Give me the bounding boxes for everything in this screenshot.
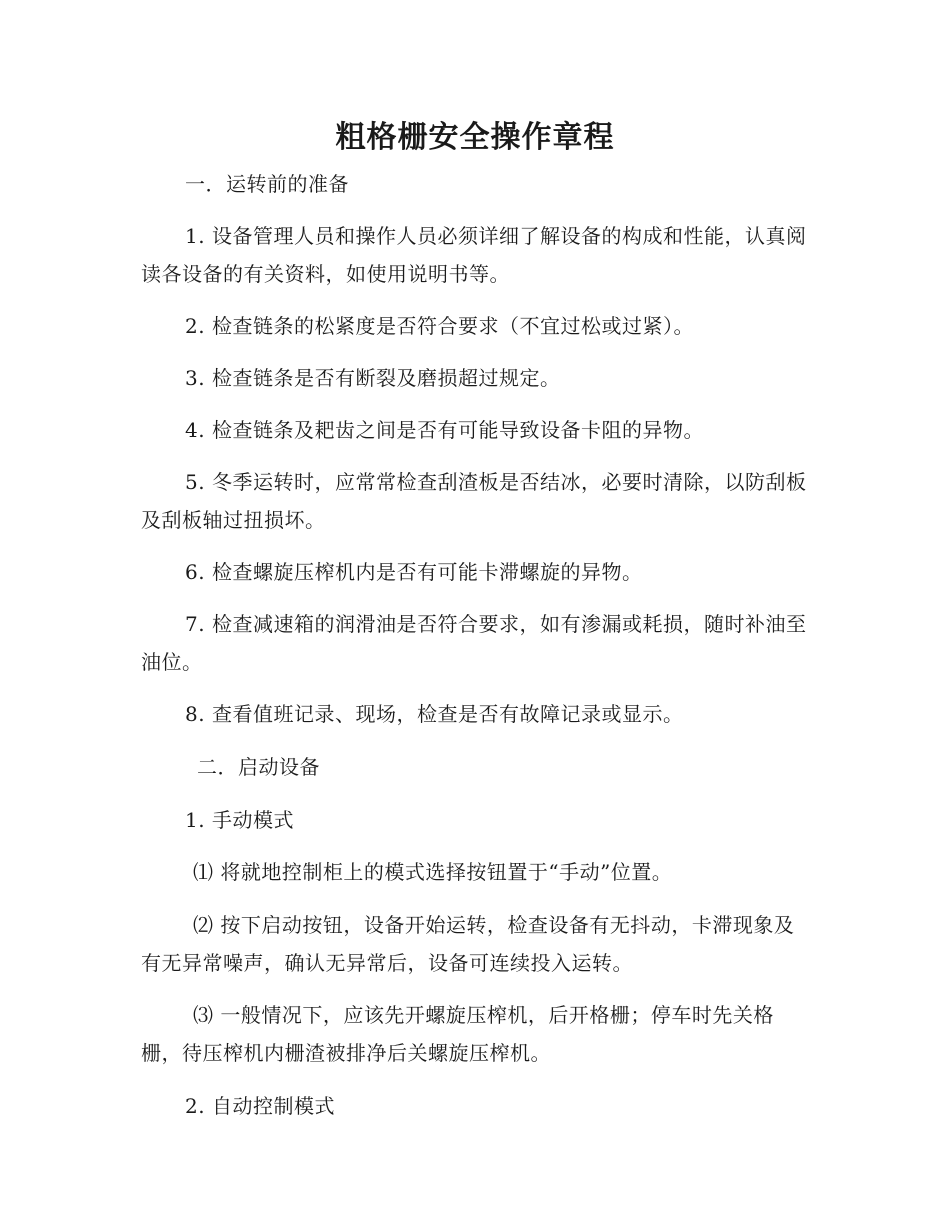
subheading-manual-mode: 1. 手动模式 xyxy=(185,808,294,832)
paragraph-item-7: 7. 检查减速箱的润滑油是否符合要求，如有渗漏或耗损，随时补油至油位。 xyxy=(141,612,807,674)
paragraph-manual-step-1: ⑴ 将就地控制柜上的模式选择按钮置于“手动”位置。 xyxy=(193,860,673,884)
paragraph-manual-step-3: ⑶ 一般情况下，应该先开螺旋压榨机，后开格栅；停车时先关格栅，待压榨机内栅渣被排净后关螺旋压榨机。 xyxy=(141,1003,774,1065)
section-heading-start: 二．启动设备 xyxy=(197,755,320,779)
paragraph-item-2: 2. 检查链条的松紧度是否符合要求（不宜过松或过紧）。 xyxy=(185,314,694,338)
paragraph-item-6: 6. 检查螺旋压榨机内是否有可能卡滞螺旋的异物。 xyxy=(185,560,643,584)
paragraph-item-8: 8. 查看值班记录、现场，检查是否有故障记录或显示。 xyxy=(185,702,684,726)
subheading-auto-mode: 2. 自动控制模式 xyxy=(185,1094,335,1118)
paragraph-item-3: 3. 检查链条是否有断裂及磨损超过规定。 xyxy=(185,366,561,390)
paragraph-item-5: 5. 冬季运转时，应常常检查刮渣板是否结冰，必要时清除，以防刮板及刮板轴过扭损坏。 xyxy=(141,470,807,532)
paragraph-item-4: 4. 检查链条及耙齿之间是否有可能导致设备卡阻的异物。 xyxy=(185,418,704,442)
document-title: 粗格栅安全操作章程 xyxy=(335,120,615,155)
section-heading-preparation: 一．运转前的准备 xyxy=(185,172,349,196)
paragraph-manual-step-2: ⑵ 按下启动按钮，设备开始运转，检查设备有无抖动，卡滞现象及有无异常噪声，确认无异常后，设备可连续投入运转。 xyxy=(141,913,795,975)
paragraph-item-1: 1. 设备管理人员和操作人员必须详细了解设备的构成和性能，认真阅读各设备的有关资料，如使用说明书等。 xyxy=(141,224,807,286)
